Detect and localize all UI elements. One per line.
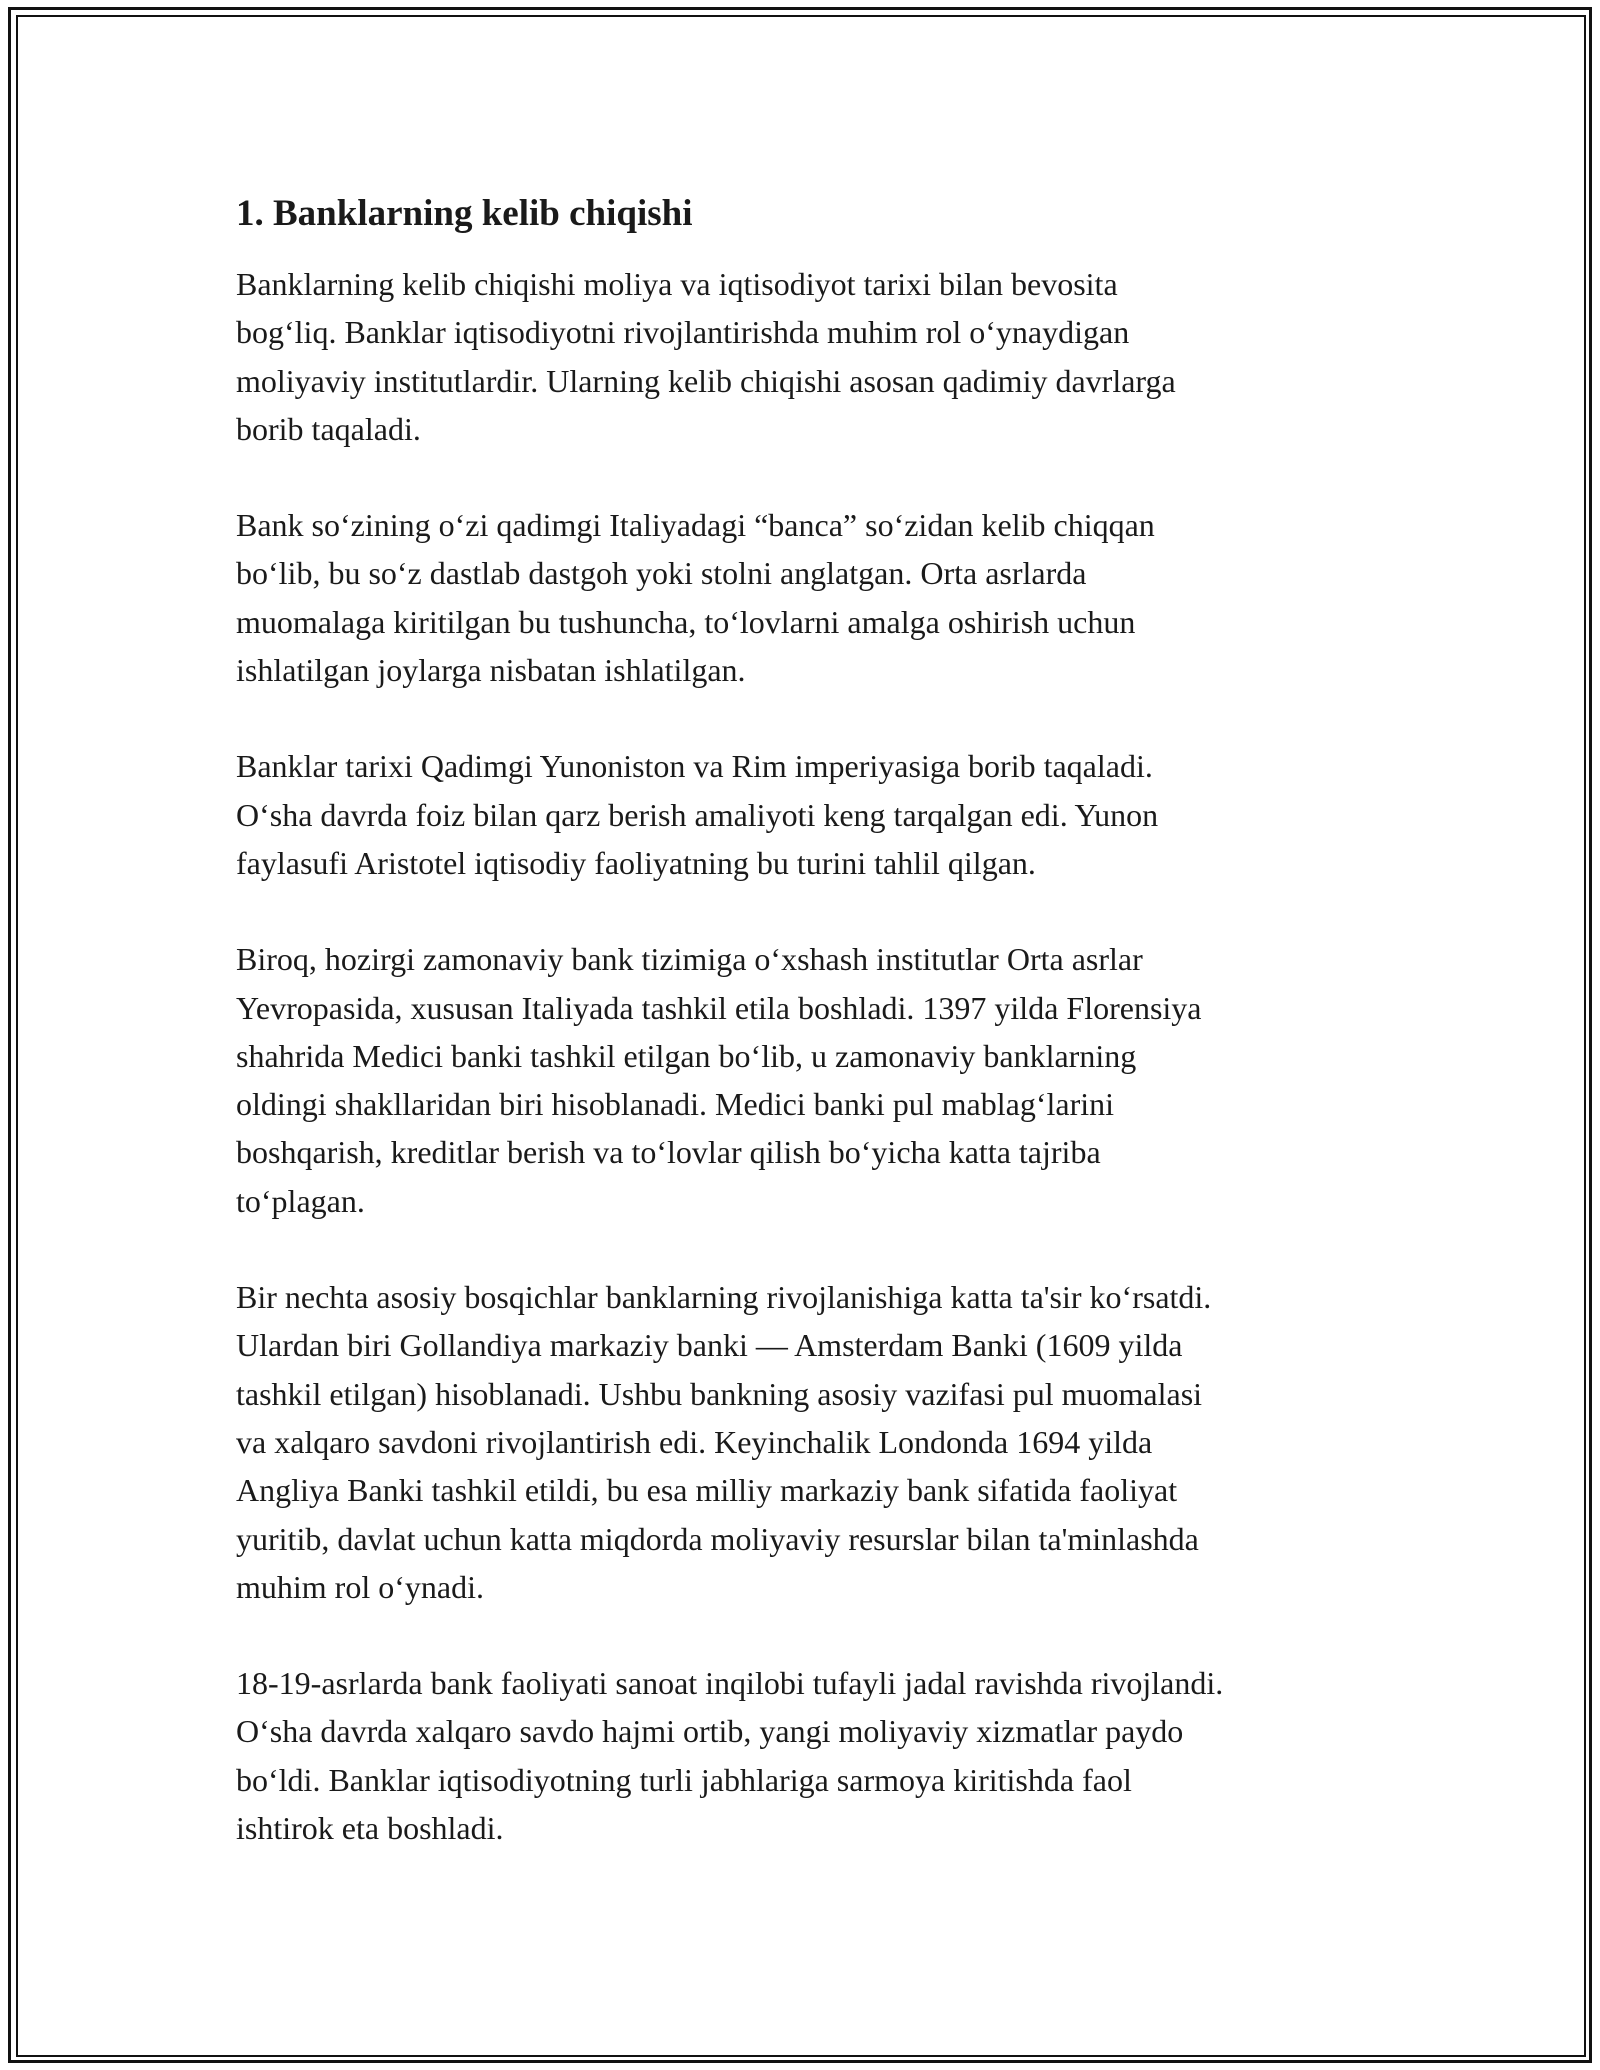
paragraph-line: Yevropasida, xususan Italiyada tashkil etila boshladi. 1397 yilda Florensiya [236,989,1202,1026]
paragraph [236,260,1376,453]
paragraph-line: bo‘lib, bu so‘z dastlab dastgoh yoki stolni anglatgan. Orta asrlarda [236,555,1087,592]
paragraph [236,935,1376,1225]
paragraph-line: O‘sha davrda foiz bilan qarz berish amaliyoti keng tarqalgan edi. Yunon [236,796,1159,833]
paragraph [236,1273,1376,1611]
paragraph-line: boshqarish, kreditlar berish va to‘lovlar qilish bo‘yicha katta tajriba [236,1134,1101,1171]
paragraph-line: ishtirok eta boshladi. [236,1810,504,1847]
paragraph-line: moliyaviy institutlardir. Ularning kelib chiqishi asosan qadimiy davrlarga [236,362,1176,399]
paragraph [236,742,1376,887]
section-heading: 1. Banklarning kelib chiqishi [236,193,693,234]
paragraph-line: 18-19-asrlarda bank faoliyati sanoat inqilobi tufayli jadal ravishda rivojlandi. [236,1665,1224,1702]
paragraph-line: muomalaga kiritilgan bu tushuncha, to‘lovlarni amalga oshirish uchun [236,603,1136,640]
paragraph-line: va xalqaro savdoni rivojlantirish edi. Keyinchalik Londonda 1694 yilda [236,1423,1153,1460]
paragraph-line: Ulardan biri Gollandiya markaziy banki — Amsterdam Banki (1609 yilda [236,1327,1183,1364]
paragraph-line: faylasufi Aristotel iqtisodiy faoliyatning bu turini tahlil qilgan. [236,844,1036,881]
paragraph-line: shahrida Medici banki tashkil etilgan bo‘lib, u zamonaviy banklarning [236,1037,1137,1074]
paragraph-line: oldingi shakllaridan biri hisoblanadi. Medici banki pul mablag‘larini [236,1086,1115,1123]
paragraph-line: ishlatilgan joylarga nisbatan ishlatilgan. [236,652,746,689]
paragraph-line: muhim rol o‘ynadi. [236,1568,484,1605]
paragraph-line: borib taqaladi. [236,410,421,447]
paragraph [236,1659,1376,1852]
paragraph-line: to‘plagan. [236,1182,365,1219]
paragraph-line: tashkil etilgan) hisoblanadi. Ushbu bankning asosiy vazifasi pul muomalasi [236,1375,1203,1412]
paragraph-line: yuritib, davlat uchun katta miqdorda moliyaviy resurslar bilan ta'minlashda [236,1520,1199,1557]
paragraph-line: O‘sha davrda xalqaro savdo hajmi ortib, yangi moliyaviy xizmatlar paydo [236,1713,1184,1750]
paragraph-line: Bank so‘zining o‘zi qadimgi Italiyadagi “banca” so‘zidan kelib chiqqan [236,507,1155,544]
paragraph-line: bo‘ldi. Banklar iqtisodiyotning turli jabhlariga sarmoya kiritishda faol [236,1761,1132,1798]
document-body [236,190,1376,1900]
paragraph-list [236,260,1376,1852]
paragraph-line: Banklar tarixi Qadimgi Yunoniston va Rim imperiyasiga borib taqaladi. [236,748,1153,785]
paragraph-line: bog‘liq. Banklar iqtisodiyotni rivojlantirishda muhim rol o‘ynaydigan [236,314,1130,351]
paragraph [236,501,1376,694]
paragraph-line: Biroq, hozirgi zamonaviy bank tizimiga o‘xshash institutlar Orta asrlar [236,941,1143,978]
paragraph-line: Angliya Banki tashkil etildi, bu esa milliy markaziy bank sifatida faoliyat [236,1472,1178,1509]
paragraph-line: Banklarning kelib chiqishi moliya va iqtisodiyot tarixi bilan bevosita [236,266,1118,302]
paragraph-line: Bir nechta asosiy bosqichlar banklarning rivojlanishiga katta ta'sir ko‘rsatdi. [236,1279,1212,1316]
